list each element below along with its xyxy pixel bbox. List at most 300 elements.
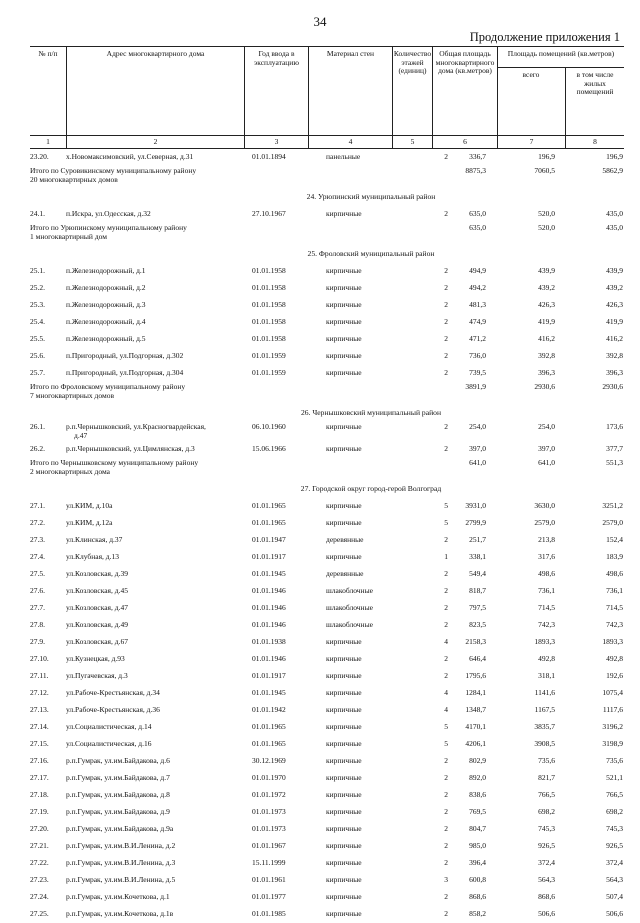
row-floors: 2 [444,317,448,326]
table-row [30,149,624,166]
row-premises: 419,9 [538,317,555,326]
row-address: р.п.Гумрак, ул.им.Байдакова, д.7 [66,773,170,782]
row-premises: 392,8 [538,351,555,360]
row-floors: 2 [444,790,448,799]
row-living: 439,2 [606,283,623,292]
row-floors: 2 [444,444,448,453]
row-floors: 2 [444,152,448,161]
page-number: 34 [313,14,327,29]
row-living: 698,2 [606,807,623,816]
row-living: 152,4 [606,535,623,544]
row-material: кирпичные [326,368,362,377]
row-area: 494,9 [469,266,486,275]
row-year: 01.01.1959 [252,368,286,377]
row-address: р.п.Гумрак, ул.им.Байдакова, д.8 [66,790,170,799]
row-year: 01.01.1945 [252,688,286,697]
subtotal-label: Итого по Урюпинскому муниципальному району [30,223,187,232]
row-year: 01.01.1958 [252,283,286,292]
row-premises: 926,5 [538,841,555,850]
table-row [30,422,624,441]
table-row [30,702,624,719]
row-material: кирпичные [326,552,362,561]
row-number: 25.1. [30,266,45,275]
row-floors: 2 [444,209,448,218]
row-floors: 1 [444,552,448,561]
row-premises: 821,7 [538,773,555,782]
row-year: 01.01.1970 [252,773,286,782]
row-living: 745,3 [606,824,623,833]
row-number: 27.21. [30,841,49,850]
table-row [30,263,624,280]
row-material: кирпичные [326,688,362,697]
row-living: 392,8 [606,351,623,360]
table-row [30,872,624,889]
row-premises: 766,5 [538,790,555,799]
row-living: 419,9 [606,317,623,326]
row-material: кирпичные [326,334,362,343]
table-row [30,753,624,770]
row-floors: 2 [444,300,448,309]
table-row [30,583,624,600]
row-floors: 4 [444,688,448,697]
row-address: ул.КИМ, д.12а [66,518,113,527]
row-premises: 1141,6 [534,688,555,697]
row-area: 1284,1 [465,688,486,697]
row-living: 498,6 [606,569,623,578]
row-number: 25.4. [30,317,45,326]
row-year: 01.01.1946 [252,603,286,612]
table-row [30,685,624,702]
header-year: Год ввода в эксплуатацию [244,47,308,135]
row-number: 27.17. [30,773,49,782]
row-material: шлакоблочные [326,603,373,612]
row-premises: 439,9 [538,266,555,275]
row-address: ул.Социалистическая, д.16 [66,739,152,748]
row-year: 01.01.1938 [252,637,286,646]
row-address: р.п.Гумрак, ул.им.В.И.Ленина, д.3 [66,858,176,867]
subtotal-label: Итого по Фроловскому муниципальному району [30,382,186,391]
row-address: р.п.Гумрак, ул.им.В.И.Ленина, д.5 [66,875,176,884]
row-premises: 372,4 [538,858,555,867]
row-material: кирпичные [326,705,362,714]
row-living: 507,4 [606,892,623,901]
row-area: 3931,0 [465,501,486,510]
row-material: кирпичные [326,501,362,510]
row-floors: 2 [444,334,448,343]
row-material: кирпичные [326,909,362,918]
subtotal-area: 8875,3 [465,166,486,175]
row-area: 251,7 [469,535,486,544]
row-living: 735,6 [606,756,623,765]
row-area: 338,1 [469,552,486,561]
row-floors: 2 [444,909,448,918]
subtotal-row [30,166,624,189]
row-living: 439,9 [606,266,623,275]
column-number-4: 4 [308,136,392,148]
table-row [30,566,624,583]
row-year: 01.01.1972 [252,790,286,799]
row-area: 1348,7 [465,705,486,714]
table-row [30,600,624,617]
header-number: № п/п [38,49,58,58]
row-area: 739,5 [469,368,486,377]
table-row [30,498,624,515]
row-year: 01.01.1942 [252,705,286,714]
row-area: 802,9 [469,756,486,765]
row-number: 26.2. [30,444,45,453]
table-row [30,906,624,923]
header-premises-label: Площадь помещений (кв.метров) [507,49,615,58]
row-address: ул.КИМ, д.10а [66,501,113,510]
row-address: р.п.Гумрак, ул.им.Кочеткова, д.1в [66,909,174,918]
row-address: р.п.Чернышковский, ул.Красногвардейская, [66,422,206,431]
subtotal-count: 2 многоквартирных дома [30,467,111,476]
row-material: кирпичные [326,444,362,453]
row-address: ул.Козловская, д.67 [66,637,128,646]
row-floors: 5 [444,722,448,731]
column-number-5: 5 [392,136,432,148]
row-area: 474,9 [469,317,486,326]
table-row [30,668,624,685]
subtotal-living: 435,0 [606,223,623,232]
row-premises: 213,8 [538,535,555,544]
row-floors: 4 [444,637,448,646]
row-number: 27.23. [30,875,49,884]
row-address-cont: д.47 [74,431,88,440]
row-number: 27.2. [30,518,45,527]
row-living: 377,7 [606,444,623,453]
table-row [30,348,624,365]
row-address: ул.Козловская, д.45 [66,586,128,595]
row-premises: 742,3 [538,620,555,629]
row-material: кирпичные [326,739,362,748]
row-material: деревянные [326,569,364,578]
row-area: 254,0 [469,422,486,431]
row-area: 600,8 [469,875,486,884]
row-area: 549,4 [469,569,486,578]
row-premises: 196,9 [538,152,555,161]
row-number: 27.5. [30,569,45,578]
row-year: 01.01.1977 [252,892,286,901]
section-title: 27. Городской округ город-герой Волгоград [300,484,442,493]
row-area: 396,4 [469,858,486,867]
table-row [30,770,624,787]
row-living: 736,1 [606,586,623,595]
row-area: 494,2 [469,283,486,292]
row-area: 2158,3 [465,637,486,646]
row-living: 2579,0 [602,518,623,527]
row-material: кирпичные [326,807,362,816]
row-living: 192,6 [606,671,623,680]
subtotal-row [30,223,624,246]
row-address: п.Пригородный, ул.Подгорная, д.302 [66,351,184,360]
row-premises: 254,0 [538,422,555,431]
subtotal-premises: 520,0 [538,223,555,232]
row-area: 797,5 [469,603,486,612]
section-heading [30,189,624,206]
row-number: 27.1. [30,501,45,510]
continuation-title: Продолжение приложения 1 [469,30,620,44]
row-material: кирпичные [326,824,362,833]
row-material: кирпичные [326,317,362,326]
table-row [30,331,624,348]
row-area: 892,0 [469,773,486,782]
row-area: 635,0 [469,209,486,218]
row-area: 336,7 [469,152,486,161]
row-number: 27.10. [30,654,49,663]
subtotal-row [30,382,624,405]
row-material: кирпичные [326,300,362,309]
column-number-3: 3 [244,136,308,148]
row-year: 01.01.1985 [252,909,286,918]
header-address: Адрес многоквартирного дома [66,47,244,135]
table-row [30,549,624,566]
table-row [30,838,624,855]
row-living: 564,3 [606,875,623,884]
row-year: 15.11.1999 [252,858,286,867]
subtotal-count: 20 многоквартирных домов [30,175,118,184]
column-number-8: 8 [565,136,624,148]
row-number: 27.8. [30,620,45,629]
row-premises: 426,3 [538,300,555,309]
row-address: р.п.Гумрак, ул.им.Кочеткова, д.1 [66,892,170,901]
row-living: 372,4 [606,858,623,867]
row-living: 435,0 [606,209,623,218]
row-living: 3198,9 [602,739,623,748]
row-number: 23.20. [30,152,49,161]
table-row [30,804,624,821]
row-area: 838,6 [469,790,486,799]
row-floors: 2 [444,773,448,782]
row-area: 646,4 [469,654,486,663]
row-area: 858,2 [469,909,486,918]
table-row [30,855,624,872]
table-row [30,297,624,314]
row-material: кирпичные [326,790,362,799]
table-row [30,719,624,736]
section-title: 25. Фроловский муниципальный район [307,249,435,258]
row-area: 818,7 [469,586,486,595]
row-number: 27.13. [30,705,49,714]
row-floors: 2 [444,569,448,578]
row-premises: 3630,0 [534,501,555,510]
row-area: 804,7 [469,824,486,833]
row-material: панельные [326,152,361,161]
row-number: 27.4. [30,552,45,561]
row-year: 01.01.1958 [252,266,286,275]
row-number: 27.22. [30,858,49,867]
table-row [30,280,624,297]
row-address: ул.Клинская, д.37 [66,535,123,544]
section-heading [30,481,624,498]
table-row [30,314,624,331]
row-number: 27.7. [30,603,45,612]
row-number: 27.18. [30,790,49,799]
row-premises: 506,6 [538,909,555,918]
row-area: 985,0 [469,841,486,850]
row-year: 01.01.1965 [252,518,286,527]
row-number: 25.2. [30,283,45,292]
row-area: 736,0 [469,351,486,360]
row-premises: 396,3 [538,368,555,377]
row-premises: 564,3 [538,875,555,884]
column-number-2: 2 [66,136,244,148]
row-address: р.п.Гумрак, ул.им.В.И.Ленина, д.2 [66,841,176,850]
row-year: 01.01.1959 [252,351,286,360]
row-floors: 5 [444,501,448,510]
subtotal-count: 7 многоквартирных домов [30,391,115,400]
row-address: п.Железнодорожный, д.2 [66,283,146,292]
row-premises: 3908,5 [534,739,555,748]
row-address: ул.Рабоче-Крестьянская, д.34 [66,688,160,697]
row-floors: 2 [444,807,448,816]
row-year: 01.01.1917 [252,671,286,680]
row-material: кирпичные [326,875,362,884]
row-year: 01.01.1965 [252,722,286,731]
row-premises: 397,0 [538,444,555,453]
row-premises: 736,1 [538,586,555,595]
row-address: р.п.Чернышковский, ул.Цимлянская, д.3 [66,444,195,453]
table-row [30,617,624,634]
row-premises: 698,2 [538,807,555,816]
row-year: 01.01.1958 [252,334,286,343]
row-living: 416,2 [606,334,623,343]
row-address: п.Железнодорожный, д.3 [66,300,146,309]
subtotal-label: Итого по Чернышковскому муниципальному району [30,458,199,467]
row-material: деревянные [326,535,364,544]
row-year: 01.01.1965 [252,501,286,510]
row-premises: 439,2 [538,283,555,292]
row-material: кирпичные [326,756,362,765]
table-row [30,532,624,549]
row-premises: 868,6 [538,892,555,901]
subtotal-living: 5862,9 [602,166,623,175]
section-title: 24. Урюпинский муниципальный район [306,192,436,201]
row-material: кирпичные [326,283,362,292]
row-floors: 4 [444,705,448,714]
row-living: 396,3 [606,368,623,377]
row-year: 01.01.1973 [252,807,286,816]
row-number: 27.25. [30,909,49,918]
row-area: 823,5 [469,620,486,629]
column-number-1: 1 [46,137,50,146]
row-year: 01.01.1965 [252,739,286,748]
row-premises: 498,6 [538,569,555,578]
row-living: 506,6 [606,909,623,918]
row-year: 01.01.1947 [252,535,286,544]
row-area: 397,0 [469,444,486,453]
row-living: 1075,4 [602,688,623,697]
row-floors: 3 [444,875,448,884]
subtotal-area: 635,0 [469,223,486,232]
housing-table [30,46,624,923]
row-year: 30.12.1969 [252,756,286,765]
row-year: 01.01.1946 [252,620,286,629]
column-number-7: 7 [497,136,565,148]
row-address: ул.Козловская, д.49 [66,620,128,629]
table-row [30,441,624,458]
row-living: 521,1 [606,773,623,782]
row-floors: 2 [444,671,448,680]
row-address: ул.Козловская, д.47 [66,603,128,612]
row-premises: 318,1 [538,671,555,680]
row-year: 01.01.1946 [252,654,286,663]
table-row [30,889,624,906]
row-number: 25.5. [30,334,45,343]
row-premises: 714,5 [538,603,555,612]
row-material: кирпичные [326,518,362,527]
table-row [30,736,624,753]
row-year: 27.10.1967 [252,209,286,218]
row-floors: 2 [444,824,448,833]
row-address: ул.Рабоче-Крестьянская, д.36 [66,705,160,714]
row-area: 1795,6 [465,671,486,680]
subtotal-label: Итого по Суровикинскому муниципальному району [30,166,197,175]
row-year: 01.01.1945 [252,569,286,578]
subtotal-row [30,458,624,481]
row-material: кирпичные [326,841,362,850]
table-row [30,634,624,651]
row-address: р.п.Гумрак, ул.им.Байдакова, д.9 [66,807,170,816]
subtotal-living: 551,3 [606,458,623,467]
section-title: 26. Чернышковский муниципальный район [300,408,442,417]
row-number: 25.7. [30,368,45,377]
row-premises: 3835,7 [534,722,555,731]
table-row [30,821,624,838]
row-year: 01.01.1967 [252,841,286,850]
row-living: 183,9 [606,552,623,561]
row-living: 766,5 [606,790,623,799]
row-address: х.Новомаксимовский, ул.Северная, д.31 [66,152,194,161]
row-floors: 2 [444,654,448,663]
row-number: 27.3. [30,535,45,544]
row-number: 27.12. [30,688,49,697]
row-number: 25.3. [30,300,45,309]
row-living: 742,3 [606,620,623,629]
row-material: кирпичные [326,671,362,680]
row-year: 01.01.1917 [252,552,286,561]
row-floors: 2 [444,266,448,275]
header-total-area: Общая площадь многоквартирного дома (кв.метров) [432,47,497,135]
row-living: 3196,2 [602,722,623,731]
row-year: 01.01.1958 [252,300,286,309]
row-year: 06.10.1960 [252,422,286,431]
header-material: Материал стен [308,47,392,135]
header-total: всего [522,70,540,79]
row-material: шлакоблочные [326,586,373,595]
row-premises: 1893,3 [534,637,555,646]
row-number: 24.1. [30,209,45,218]
row-floors: 2 [444,535,448,544]
row-floors: 2 [444,841,448,850]
row-address: п.Железнодорожный, д.4 [66,317,146,326]
row-area: 4170,1 [465,722,486,731]
row-living: 426,3 [606,300,623,309]
subtotal-count: 1 многоквартирный дом [30,232,107,241]
row-material: кирпичные [326,858,362,867]
row-area: 769,5 [469,807,486,816]
row-number: 27.9. [30,637,45,646]
row-floors: 2 [444,586,448,595]
row-living: 196,9 [606,152,623,161]
table-row [30,365,624,382]
row-material: кирпичные [326,654,362,663]
row-material: кирпичные [326,209,362,218]
row-year: 01.01.1973 [252,824,286,833]
row-floors: 2 [444,892,448,901]
subtotal-premises: 7060,5 [534,166,555,175]
row-premises: 735,6 [538,756,555,765]
